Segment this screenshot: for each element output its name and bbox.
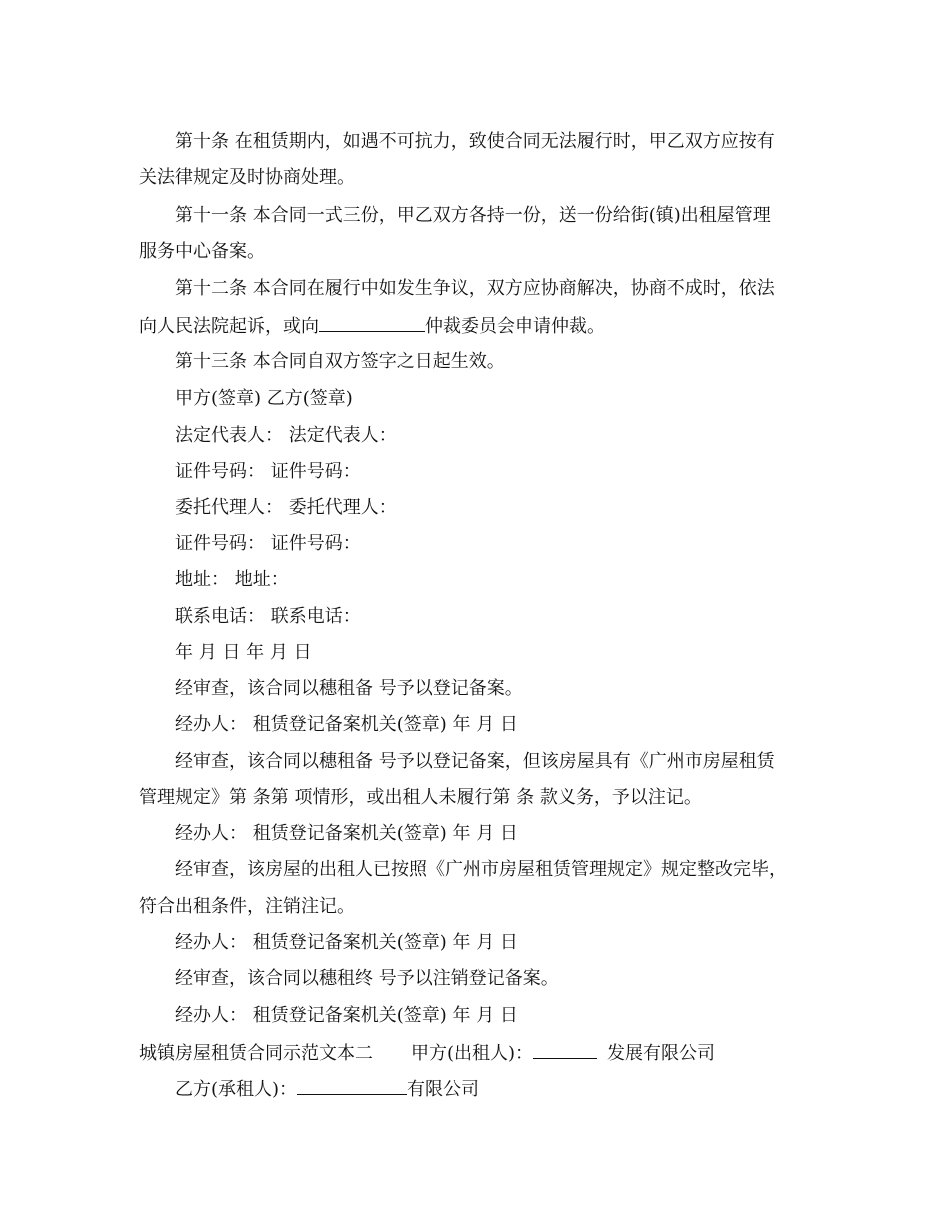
article-11-line-2: 服务中心备案。 [139, 241, 265, 262]
article-13: 第十三条 本合同自双方签字之日起生效。 [175, 351, 505, 372]
party-b-label: 乙方(承租人)： [175, 1079, 298, 1100]
registration-1: 经审查，该合同以穗租备 号予以登记备案。 [175, 678, 523, 699]
arbitration-blank [319, 313, 425, 332]
registration-4: 经审查，该合同以穗租终 号予以注销登记备案。 [175, 968, 559, 989]
signature-parties: 甲方(签章) 乙方(签章) [175, 388, 353, 409]
party-b-suffix: 有限公司 [407, 1079, 480, 1100]
signature-legal-rep: 法定代表人： 法定代表人： [175, 425, 397, 446]
party-a-label: 甲方(出租人)： [411, 1043, 534, 1064]
registration-3-handler: 经办人： 租赁登记备案机关(签章) 年 月 日 [175, 932, 518, 953]
next-sample-header [139, 1040, 715, 1066]
signature-id-number-2: 证件号码： 证件号码： [175, 533, 361, 554]
signature-address: 地址： 地址： [175, 569, 289, 590]
article-12-line-2 [139, 313, 605, 339]
signature-id-number-1: 证件号码： 证件号码： [175, 461, 361, 482]
registration-4-handler: 经办人： 租赁登记备案机关(签章) 年 月 日 [175, 1005, 518, 1026]
article-12-text-before-blank: 向人民法院起诉，或向 [139, 316, 319, 337]
party-a-blank [533, 1040, 597, 1059]
registration-2-line-1: 经审查，该合同以穗租备 号予以登记备案，但该房屋具有《广州市房屋租赁 [175, 751, 775, 772]
signature-agent: 委托代理人： 委托代理人： [175, 497, 397, 518]
registration-3-line-1: 经审查，该房屋的出租人已按照《广州市房屋租赁管理规定》规定整改完毕， [175, 859, 787, 880]
article-10-line-2: 关法律规定及时协商处理。 [139, 167, 355, 188]
article-12-text-after-blank: 仲裁委员会申请仲裁。 [425, 316, 605, 337]
signature-phone: 联系电话： 联系电话： [175, 606, 361, 627]
registration-3-line-2: 符合出租条件，注销注记。 [139, 896, 355, 917]
signature-date: 年 月 日 年 月 日 [175, 642, 312, 663]
registration-1-handler: 经办人： 租赁登记备案机关(签章) 年 月 日 [175, 714, 518, 735]
registration-2-line-2: 管理规定》第 条第 项情形，或出租人未履行第 条 款义务，予以注记。 [139, 787, 702, 808]
next-sample-title: 城镇房屋租赁合同示范文本二 [139, 1043, 373, 1064]
registration-2-handler: 经办人： 租赁登记备案机关(签章) 年 月 日 [175, 823, 518, 844]
party-a-suffix: 发展有限公司 [607, 1043, 716, 1064]
article-11-line-1: 第十一条 本合同一式三份，甲乙双方各持一份，送一份给街(镇)出租屋管理 [175, 205, 771, 226]
party-b-blank [297, 1076, 407, 1095]
article-12-line-1: 第十二条 本合同在履行中如发生争议，双方应协商解决，协商不成时，依法 [175, 278, 775, 299]
party-b-line [175, 1076, 479, 1102]
article-10-line-1: 第十条 在租赁期内，如遇不可抗力，致使合同无法履行时，甲乙双方应按有 [175, 131, 775, 152]
